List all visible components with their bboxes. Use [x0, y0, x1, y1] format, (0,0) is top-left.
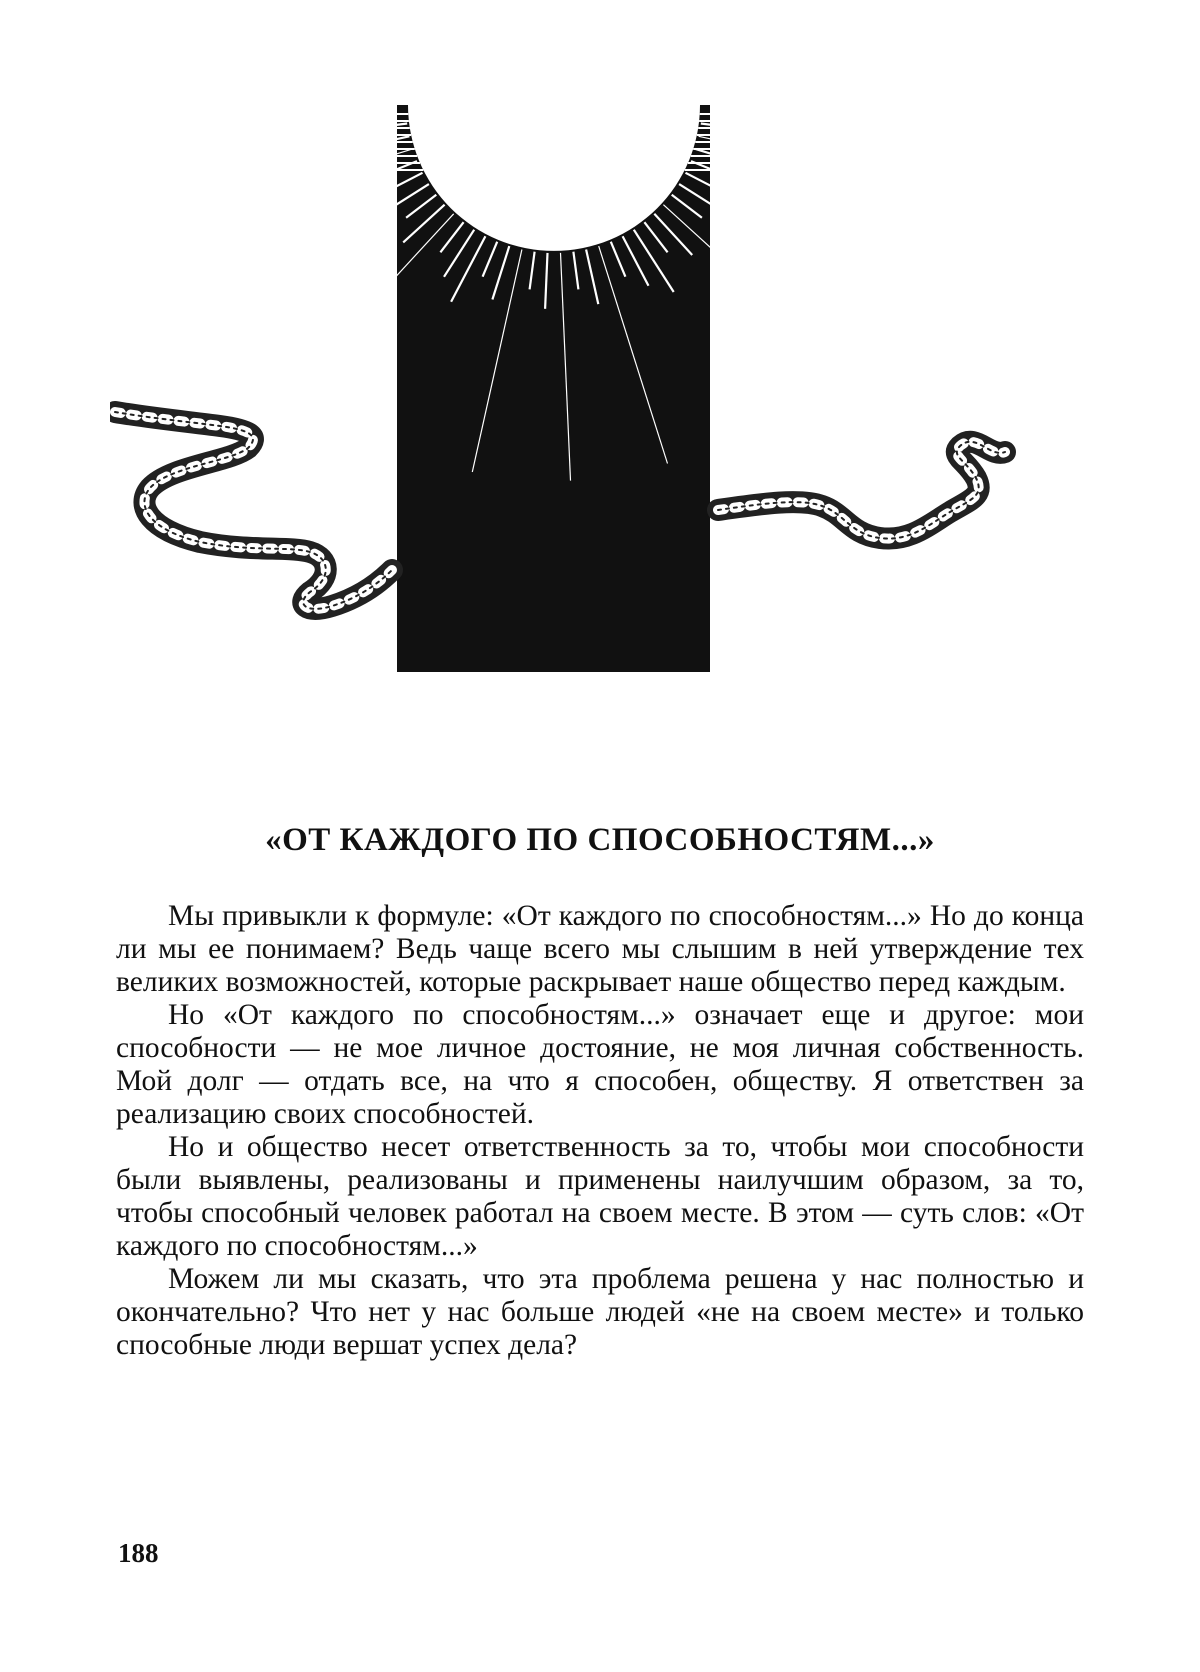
chapter-heading: «ОТ КАЖДОГО ПО СПОСОБНОСТЯМ...»: [265, 822, 935, 858]
body-text: [116, 900, 1084, 1362]
black-panel: [397, 105, 710, 672]
paragraph-3: Но и общество несет ответственность за то, чтобы мои способности были выявлены, реализованы и применены наилучшим образом, за то, чтобы способный человек работал на своем месте. В этом — суть слов: «От каждого по способностям...»: [116, 1131, 1084, 1262]
left-chain: [115, 412, 392, 609]
chapter-illustration: [110, 100, 1090, 720]
paragraph-4: Можем ли мы сказать, что эта проблема решена у нас полностью и окончательно? Что нет у нас больше людей «не на своем месте» и только способные люди вершат успех дела?: [116, 1263, 1084, 1361]
paragraph-2: Но «От каждого по способностям...» означает еще и другое: мои способности — не мое личное достояние, не моя личная собственность. Мой долг — отдать все, на что я способен, обществу. Я ответствен за реализацию своих способностей.: [116, 999, 1084, 1130]
sunburst-and-chains-illustration: [110, 100, 1090, 720]
sun-ray: [195, 149, 413, 217]
panel-stripes: [397, 114, 710, 170]
paragraph-1: Мы привыкли к формуле: «От каждого по способностям...» Но до конца ли мы ее понимаем? Ведь чаще всего мы слышим в ней утверждение тех великих возможностей, которые раскрывает наше общество перед каждым.: [116, 900, 1084, 998]
right-chain: [718, 442, 1005, 539]
page-number: 188: [118, 1538, 159, 1568]
